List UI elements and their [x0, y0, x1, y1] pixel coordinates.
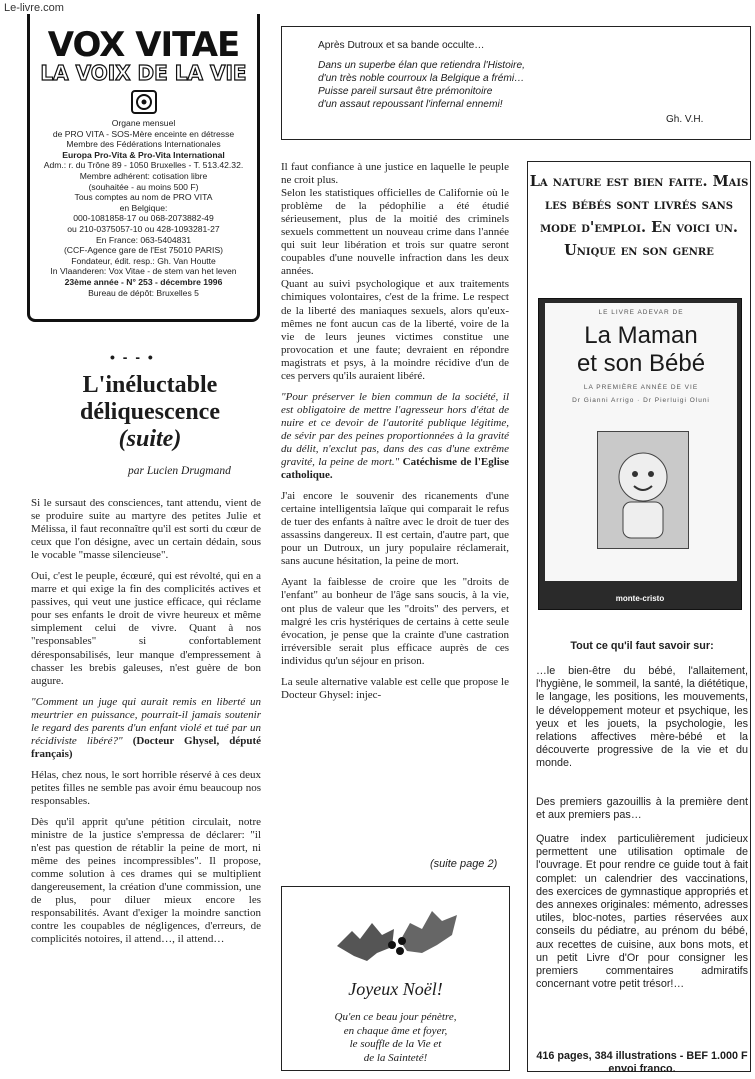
pro-vita-logo-icon	[131, 90, 157, 114]
paragraph: J'ai encore le souvenir des ricanements d'une certaine intelligentsia laïque qui comparait le refus de tuer des enfants à naître avec le droit de tuer des assassins dangereux. Il est certain, d'autre part, que pour un Dutroux, un jury populaire réclamerait, sans aucune hésitation, la peine de mort.	[281, 490, 509, 568]
christmas-box	[281, 886, 510, 1071]
section-separator: • - - •	[110, 349, 155, 365]
poem-line: Puisse pareil sursaut être prémonitoire	[318, 86, 493, 97]
masthead-info: Organe mensuel de PRO VITA - SOS-Mère enceinte en détresse Membre des Fédérations Internationales Europa Pro-Vita & Pro-Vita International Adm.: r. du Trône 89 - 1050 Bruxelles - T. 513.42.32. Membre adhérent: cotisation libre (souhaitée - au moins 500 F) Tous comptes au nom de PRO VITA en Belgique: 000-1081858-17 ou 068-2073882-49 ou 210-0375057-10 ou 428-1093281-27 En France: 063-5404831 (CCF-Agence gare de l'Est 75010 PARIS) Fondateur, édit. resp.: Gh. Van Houtte In Vlaanderen: Vox Vitae - de stem van het leven 23ème année - N° 253 - décembre 1996 Bureau de dépôt: Bruxelles 5	[43, 118, 244, 298]
article-column-1	[31, 497, 261, 947]
quote: "Pour préserver le bien commun de la société, il est obligatoire de mettre l'agresseur hors d'état de nuire et ce devoir de l'autorité publique légitime, de sévir par des peines proportionnées à la gravité du délit, n'exclut pas, dans des cas d'une extrême gravité, la peine de mort." Catéchisme de l'Eglise catholique.	[281, 390, 509, 482]
ad-price: 416 pages, 384 illustrations - BEF 1.000 F envoi franco.	[536, 1050, 748, 1076]
watermark: Le-livre.com	[4, 2, 64, 14]
poem-heading: Après Dutroux et sa bande occulte…	[318, 40, 485, 51]
quote-source: (Docteur Ghysel, député français)	[31, 734, 262, 760]
quote-source: Catéchisme de l'Eglise catholique.	[281, 456, 509, 482]
continued-note: (suite page 2)	[430, 858, 498, 870]
book-cover	[538, 298, 742, 610]
book-authors: Dr Gianni Arrigo · Dr Pierluigi Oluni	[572, 397, 710, 404]
paragraph: Si le sursaut des consciences, tant attendu, vient de se produire suite au martyre des petites Julie et Mélissa, il faut reconnaître qu'il est sorti du cœur de ceux que l'on désigne, avec un certain dédain, sous le vocable "masse silencieuse".	[31, 497, 261, 562]
paragraph: Il faut confiance à une justice en laquelle le peuple ne croit plus.	[281, 161, 509, 187]
paragraph: Selon les statistiques officielles de Californie où le problème de la pédophilie a été étudié sérieusement, plus de la moitié des criminels sexuels commettent un nouveau crime dans l'année qui suit leur libération et trois sur quatre seront coupables d'une nouvelle infraction dans les deux années.	[281, 187, 509, 278]
poem-line: Dans un superbe élan que retiendra l'Histoire,	[318, 60, 525, 71]
paragraph: Ayant la faiblesse de croire que les "droits de l'enfant" au bonheur de l'âge sans soucis, à la vie, ont plus de valeur que les "droits" des pervers, et malgré les cris hystériques de certains à cette seule évocation, je pense que la crainte d'une castration irréversible serait plus efficace auprès de ces individus qu'un séjour en prison.	[281, 576, 509, 667]
masthead-subtitle: LA VOIX DE LA VIE	[40, 61, 247, 85]
publisher-logo: monte-cristo	[615, 594, 665, 603]
ad-paragraph: Des premiers gazouillis à la première dent et aux premiers pas…	[536, 796, 748, 822]
article-title: L'inéluctable déliquescence (suite)	[80, 372, 220, 452]
poem-signature: Gh. V.H.	[666, 114, 704, 125]
book-series: LE LIVRE ADEVAR DE	[598, 309, 684, 316]
christmas-verse: Qu'en ce beau jour pénètre, en chaque âme et foyer, le souffle de la Vie et de la Sainteté!	[334, 1011, 457, 1064]
masthead-title: VOX VITAE	[47, 25, 240, 65]
paragraph: Quant au suivi psychologique et aux traitements chimiques volontaires, c'est de la frime. Le respect de la liberté des maniaques sexuels, alors qu'eux-mêmes ne font aucun cas de la liberté, voire de la vie de leurs jeunes victimes constitue une provocation et une faute; devraient en répondre magistrats et psys, à la moindre récidive d'un de ces pervers qu'ils auraient libéré.	[281, 278, 509, 382]
paragraph: Dès qu'il apprit qu'une pétition circulait, notre ministre de la justice s'empressa de déclarer: "il n'est pas question de rétablir la peine de mort, ni même des peines incompressibles". Il propose, comme solution à ces drames qui se multiplient dangereusement, la création d'une commission, une de plus, pour diluer mieux encore les responsabilités. Avant d'exiger la moindre sanction contre les coupables de négligences, d'erreurs, de complicités notoires, il attend…, il attend…	[31, 816, 261, 946]
ad-paragraph: …le bien-être du bébé, l'allaitement, l'hygiène, le sommeil, la santé, la diététique, le langage, les positions, les mouvements, le développement moteur et psychique, les yeux et les jouets, la psychologie, les relations affectives mère-bébé et la découverte progressive de la vie et du monde.	[536, 665, 748, 770]
book-title: La Maman et son Bébé	[576, 322, 706, 377]
holly-icon	[332, 901, 462, 971]
book-advertisement	[527, 161, 751, 1076]
article-byline: par Lucien Drugmand	[128, 465, 231, 477]
paragraph: La seule alternative valable est celle que propose le Docteur Ghysel: injec-	[281, 675, 509, 701]
baby-illustration-icon	[597, 431, 689, 549]
poem-line: d'un assaut repoussant l'infernal ennemi!	[318, 99, 503, 110]
quote: "Comment un juge qui aurait remis en liberté un meurtrier en puissance, pourrait-il jamais soutenir le regard des parents d'un enfant violé et tué par un récidiviste libéré?" (Docteur Ghysel, député français)	[31, 695, 262, 760]
christmas-title: Joyeux Noël!	[348, 979, 443, 999]
masthead	[27, 14, 260, 322]
ad-subheading: Tout ce qu'il faut savoir sur:	[570, 640, 714, 652]
ad-paragraph: Quatre index particulièrement judicieux permettent une utilisation optimale de l'ouvrage. Et pour rendre ce guide tout à fait complet: un calendrier des vaccinations, des exercices de gymnastique appropriés et des annexes originales: mémento, adresses utiles, bloc-notes, parties réservées aux conseils du pédiatre, au prénom du bébé, aux recettes de cuisine, aux bons mots, et un petit Livre d'Or pour consigner les premiers commentaires admiratifs concernant votre petit trésor!…	[536, 833, 748, 991]
book-subtitle: LA PREMIÈRE ANNÉE DE VIE	[583, 384, 699, 391]
ad-headline: La nature est bien faite. Mais les bébés sont livrés sans mode d'emploi. En voici un. Unique en son genre	[529, 173, 749, 259]
paragraph: Hélas, chez nous, le sort horrible réservé à ces deux petites filles ne semble pas avoir ému beaucoup nos responsables.	[31, 768, 261, 807]
poem-line: d'un très noble courroux la Belgique a frémi…	[318, 73, 525, 84]
paragraph: Oui, c'est le peuple, écœuré, qui est révolté, qui en a marre et qui exige la fin des complicités actives et passives, qui veut une justice efficace, qui réclame pour ses enfants le droit de vivre heureux et même simplement celui de vivre. Quant à nos "responsables" si confortablement déresponsabilisés, leur manque d'empressement à chasser les brebis galeuses, n'est guère de bon augure.	[31, 570, 261, 687]
article-column-2	[281, 161, 509, 702]
